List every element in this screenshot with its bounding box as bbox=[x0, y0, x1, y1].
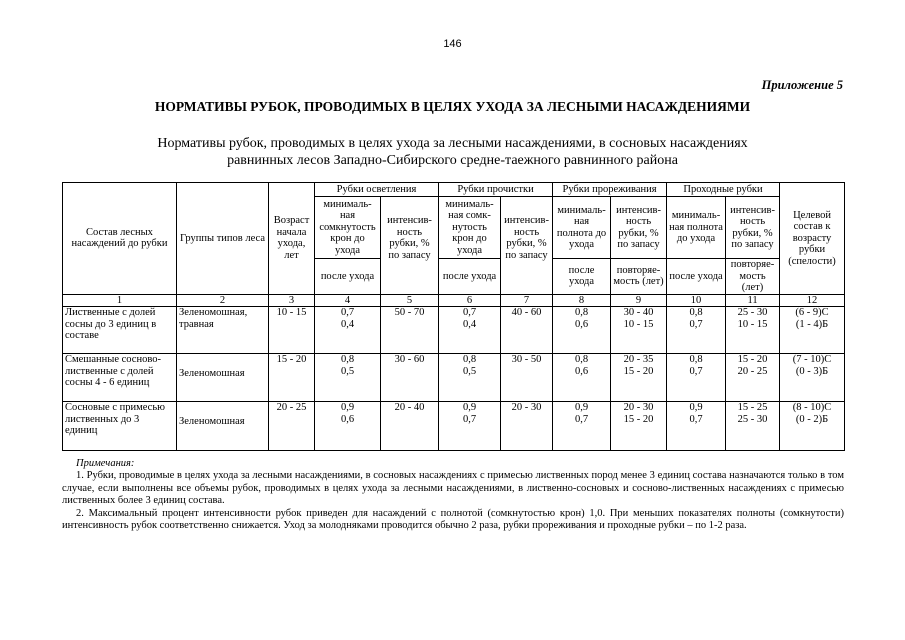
cell-value: 0,4 bbox=[462, 318, 477, 330]
table-cell bbox=[381, 402, 439, 451]
cell-value: Зеленомошная bbox=[179, 416, 245, 427]
header-intensity: интенсив-ность рубки, % по запасу bbox=[726, 197, 780, 259]
table-cell bbox=[553, 307, 611, 354]
table-cell bbox=[501, 307, 553, 354]
cell-value: 0,8 bbox=[689, 307, 703, 318]
table-cell bbox=[501, 402, 553, 451]
cell-value: (0 - 3)Б bbox=[795, 365, 829, 377]
cell-value: 0,7 bbox=[340, 307, 355, 318]
cell-value: 20 - 30 bbox=[511, 402, 542, 413]
cell-value: 15 - 25 bbox=[737, 402, 768, 413]
table-cell bbox=[315, 402, 381, 451]
table-row bbox=[63, 307, 845, 354]
appendix-label: Приложение 5 bbox=[761, 78, 843, 92]
table-cell bbox=[726, 402, 780, 451]
notes-title: Примечания: bbox=[76, 458, 135, 469]
note-2: 2. Максимальный процент интенсивности рубок приведен для насаждений с полнотой (сомкнутостью крон) 1,0. При меньших показателях полноты (сомкнутости) интенсивность рубок соответственно снижается. Уход за молодняками проводится обычно 2 раза, рубки прореживания и проходные рубки – по 1-2 раза. bbox=[62, 507, 844, 532]
cell-value: 0,6 bbox=[574, 365, 589, 377]
header-after-care: после ухода bbox=[315, 259, 381, 295]
table-cell bbox=[611, 402, 667, 451]
cell-value: 0,8 bbox=[574, 307, 589, 318]
cell-value: 0,8 bbox=[462, 354, 477, 365]
header-min-crown: минималь-ная сомк-нутость крон до ухода bbox=[439, 197, 501, 259]
cell-value: 15 - 20 bbox=[276, 354, 307, 365]
header-repeat: повторяе-мость (лет) bbox=[726, 259, 780, 295]
col-number: 2 bbox=[177, 294, 269, 307]
table-cell bbox=[63, 402, 177, 451]
table-cell bbox=[439, 354, 501, 402]
cell-value: 10 - 15 bbox=[737, 318, 768, 330]
table-cell bbox=[611, 307, 667, 354]
col-number: 1 bbox=[63, 294, 177, 307]
table-cell bbox=[726, 307, 780, 354]
table-cell bbox=[381, 354, 439, 402]
table-cell bbox=[439, 307, 501, 354]
table-row bbox=[63, 354, 845, 402]
table-cell bbox=[780, 354, 845, 402]
cell-value: 0,4 bbox=[340, 318, 355, 330]
cell-value: (8 - 10)С bbox=[792, 402, 832, 413]
cell-value: 20 - 30 bbox=[623, 402, 654, 413]
norms-table bbox=[62, 182, 845, 451]
cell-value: 0,9 bbox=[689, 402, 703, 413]
table-cell bbox=[63, 354, 177, 402]
col-number: 10 bbox=[667, 294, 726, 307]
subtitle-line-2: равнинных лесов Западно-Сибирского средне-таежного равнинного района bbox=[227, 153, 678, 168]
table-cell bbox=[667, 402, 726, 451]
cell-value: 0,8 bbox=[689, 354, 703, 365]
table-cell bbox=[269, 402, 315, 451]
cell-value: (6 - 9)С bbox=[795, 307, 829, 318]
table-cell bbox=[177, 402, 269, 451]
col-number: 9 bbox=[611, 294, 667, 307]
cell-value: 0,8 bbox=[574, 354, 589, 365]
cell-value: 40 - 60 bbox=[511, 307, 542, 318]
table-cell bbox=[315, 307, 381, 354]
cell-value: 0,9 bbox=[462, 402, 477, 413]
table-cell bbox=[726, 354, 780, 402]
table-cell bbox=[177, 354, 269, 402]
page-number: 146 bbox=[443, 38, 462, 50]
cell-value: 0,8 bbox=[340, 354, 355, 365]
header-forest-groups: Группы типов леса bbox=[177, 183, 269, 295]
table-cell bbox=[611, 354, 667, 402]
cell-value: 30 - 60 bbox=[394, 354, 425, 365]
header-passing: Проходные рубки bbox=[667, 183, 780, 197]
cell-value: 0,7 bbox=[689, 365, 703, 377]
cell-value: 15 - 20 bbox=[737, 354, 768, 365]
col-number: 3 bbox=[269, 294, 315, 307]
cell-value: 25 - 30 bbox=[737, 413, 768, 425]
cell-value: 15 - 20 bbox=[623, 365, 654, 377]
table-cell bbox=[63, 307, 177, 354]
cell-value: 0,9 bbox=[574, 402, 589, 413]
cell-value: Лиственные с долей сосны до 3 единиц в составе bbox=[65, 307, 157, 341]
cell-value: 0,6 bbox=[574, 318, 589, 330]
header-intensity: интенсив-ность рубки, % по запасу bbox=[381, 197, 439, 295]
table-cell bbox=[269, 354, 315, 402]
col-number: 11 bbox=[726, 294, 780, 307]
table-cell bbox=[439, 402, 501, 451]
cell-value: (7 - 10)С bbox=[792, 354, 832, 365]
table-cell bbox=[780, 402, 845, 451]
cell-value: (0 - 2)Б bbox=[795, 413, 829, 425]
table-cell bbox=[381, 307, 439, 354]
table-cell bbox=[177, 307, 269, 354]
table-cell bbox=[667, 307, 726, 354]
header-age: Возраст начала ухода, лет bbox=[269, 183, 315, 295]
cell-value: 20 - 35 bbox=[623, 354, 654, 365]
cell-value: (1 - 4)Б bbox=[795, 318, 829, 330]
header-thinning: Рубки прореживания bbox=[553, 183, 667, 197]
table-cell bbox=[315, 354, 381, 402]
header-clearing: Рубки осветления bbox=[315, 183, 439, 197]
header-min-crown: минималь-ная сомкнутость крон до ухода bbox=[315, 197, 381, 259]
cell-value: Зеленомошная bbox=[179, 368, 245, 379]
header-target: Целевой состав к возрасту рубки (спелости) bbox=[780, 183, 845, 295]
col-number: 8 bbox=[553, 294, 611, 307]
cell-value: 20 - 25 bbox=[737, 365, 768, 377]
header-intensity: интенсив-ность рубки, % по запасу bbox=[501, 197, 553, 295]
header-repeat: повторяе-мость (лет) bbox=[611, 259, 667, 295]
table-subtitle bbox=[100, 135, 805, 169]
cell-value: Сосновые с примесью лиственных до 3 единиц bbox=[65, 402, 165, 436]
header-after-care: после ухода bbox=[667, 259, 726, 295]
cell-value: 25 - 30 bbox=[737, 307, 768, 318]
notes bbox=[62, 458, 844, 532]
cell-value: 0,7 bbox=[462, 413, 477, 425]
cell-value: 30 - 50 bbox=[511, 354, 542, 365]
cell-value: 10 - 15 bbox=[276, 307, 307, 318]
col-number: 4 bbox=[315, 294, 381, 307]
cell-value: 15 - 20 bbox=[623, 413, 654, 425]
header-after-care: после ухода bbox=[439, 259, 501, 295]
cell-value: 0,7 bbox=[462, 307, 477, 318]
note-1: 1. Рубки, проводимые в целях ухода за лесными насаждениями, в сосновых насаждениях с примесью лиственных пород менее 3 единиц состава назначаются только в том случае, если выполнены все объемы рубок, проводимых в целях ухода за лесными насаждениями, в лиственно-сосновых и сосново-лиственных насаждениях с примесью лиственных более 3 единиц состава. bbox=[62, 470, 844, 507]
header-intensity: интенсив-ность рубки, % по запасу bbox=[611, 197, 667, 259]
cell-value: 10 - 15 bbox=[623, 318, 654, 330]
cell-value: Зеленомошная, травная bbox=[179, 307, 248, 330]
table-cell bbox=[667, 354, 726, 402]
cell-value: Смешанные сосново-лиственные с долей сосны 4 - 6 единиц bbox=[65, 354, 161, 388]
table-row bbox=[63, 402, 845, 451]
cell-value: 50 - 70 bbox=[394, 307, 425, 318]
header-min-density: минималь-ная полнота до ухода bbox=[553, 197, 611, 259]
table-cell bbox=[780, 307, 845, 354]
cell-value: 30 - 40 bbox=[623, 307, 654, 318]
col-number: 12 bbox=[780, 294, 845, 307]
cell-value: 0,7 bbox=[689, 318, 703, 330]
col-number: 5 bbox=[381, 294, 439, 307]
header-min-density: минималь-ная полнота до ухода bbox=[667, 197, 726, 259]
cell-value: 0,9 bbox=[340, 402, 355, 413]
subtitle-line-1: Нормативы рубок, проводимых в целях ухода за лесными насаждениями, в сосновых насаждениях bbox=[157, 136, 748, 151]
cell-value: 0,7 bbox=[689, 413, 703, 425]
cell-value: 0,5 bbox=[462, 365, 477, 377]
table-cell bbox=[501, 354, 553, 402]
col-number: 7 bbox=[501, 294, 553, 307]
cell-value: 20 - 40 bbox=[394, 402, 425, 413]
table-cell bbox=[553, 402, 611, 451]
table-cell bbox=[553, 354, 611, 402]
cell-value: 0,7 bbox=[574, 413, 589, 425]
table-cell bbox=[269, 307, 315, 354]
col-number: 6 bbox=[439, 294, 501, 307]
header-composition: Состав лесных насаждений до рубки bbox=[63, 183, 177, 295]
header-cleaning: Рубки прочистки bbox=[439, 183, 553, 197]
cell-value: 0,5 bbox=[340, 365, 355, 377]
cell-value: 0,6 bbox=[340, 413, 355, 425]
cell-value: 20 - 25 bbox=[276, 402, 307, 413]
page-title: НОРМАТИВЫ РУБОК, ПРОВОДИМЫХ В ЦЕЛЯХ УХОДА ЗА ЛЕСНЫМИ НАСАЖДЕНИЯМИ bbox=[154, 99, 751, 114]
header-after-care: после ухода bbox=[553, 259, 611, 295]
